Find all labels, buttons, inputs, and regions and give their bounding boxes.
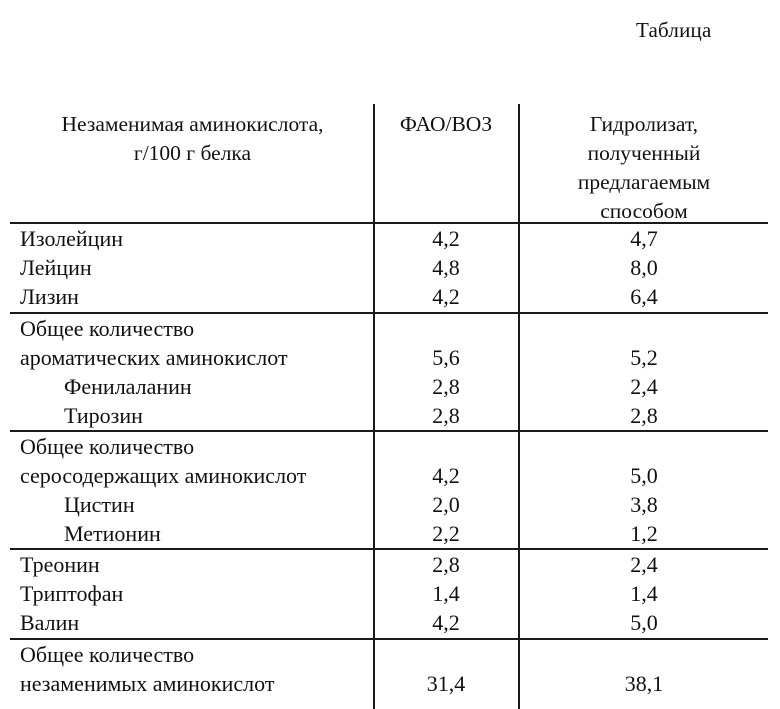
table-row xyxy=(0,253,780,282)
fao-who-value: 2,8 xyxy=(432,403,460,428)
amino-acid-name: Цистин xyxy=(64,492,135,517)
table-row xyxy=(0,519,780,548)
table-caption: Таблица xyxy=(636,18,712,42)
fao-who-value: 2,2 xyxy=(432,521,460,546)
amino-acid-name: Фенилаланин xyxy=(64,374,192,399)
table-row xyxy=(0,224,780,253)
table-row xyxy=(0,490,780,519)
hydrolysate-value: 5,0 xyxy=(630,610,658,635)
table-row xyxy=(0,669,780,698)
hydrolysate-value: 2,4 xyxy=(630,552,658,577)
hydrolysate-value: 38,1 xyxy=(624,671,664,696)
table-row xyxy=(0,432,780,461)
amino-acid-name: Триптофан xyxy=(20,581,124,606)
fao-who-value: 4,2 xyxy=(432,610,460,635)
table-row xyxy=(0,461,780,490)
hydrolysate-value: 1,2 xyxy=(630,521,658,546)
fao-who-value: 5,6 xyxy=(432,345,460,370)
table-row xyxy=(0,343,780,372)
fao-who-value: 2,8 xyxy=(432,552,460,577)
header-hydrolysate xyxy=(524,110,764,226)
table-row xyxy=(0,372,780,401)
table-row xyxy=(0,640,780,669)
table-row xyxy=(0,550,780,579)
amino-acid-name: Лейцин xyxy=(20,255,92,280)
fao-who-value: 4,2 xyxy=(432,226,460,251)
fao-who-value: 4,2 xyxy=(432,284,460,309)
fao-who-value: 2,8 xyxy=(432,374,460,399)
hydrolysate-value: 5,2 xyxy=(630,345,658,370)
fao-who-value: 31,4 xyxy=(426,671,466,696)
hydrolysate-value: 2,4 xyxy=(630,374,658,399)
hydrolysate-value: 4,7 xyxy=(630,226,658,251)
header-fao-who-line-1: ФАО/ВОЗ xyxy=(399,112,493,136)
amino-acid-name: Лизин xyxy=(20,284,79,309)
fao-who-value: 4,2 xyxy=(432,463,460,488)
table-row xyxy=(0,401,780,430)
header-hydrolysate-line-4: способом xyxy=(600,199,688,223)
table-row xyxy=(0,282,780,311)
fao-who-value: 1,4 xyxy=(432,581,460,606)
hydrolysate-value: 1,4 xyxy=(630,581,658,606)
amino-acid-name: Изолейцин xyxy=(20,226,123,251)
amino-acid-name: серосодержащих аминокислот xyxy=(20,463,307,488)
header-hydrolysate-line-2: полученный xyxy=(587,141,701,165)
amino-acid-name: Общее количество xyxy=(20,642,195,667)
amino-acid-name: Треонин xyxy=(20,552,100,577)
amino-acid-name: ароматических аминокислот xyxy=(20,345,288,370)
fao-who-value: 2,0 xyxy=(432,492,460,517)
header-fao-who xyxy=(378,110,514,139)
amino-acid-name: Метионин xyxy=(64,521,161,546)
hydrolysate-value: 2,8 xyxy=(630,403,658,428)
amino-acid-name: Тирозин xyxy=(64,403,143,428)
amino-acid-name: незаменимых аминокислот xyxy=(20,671,275,696)
hydrolysate-value: 3,8 xyxy=(630,492,658,517)
header-amino-acid-line-2: г/100 г белка xyxy=(133,141,252,165)
header-amino-acid-line-1: Незаменимая аминокислота, xyxy=(61,112,324,136)
header-amino-acid xyxy=(20,110,365,168)
hydrolysate-value: 6,4 xyxy=(630,284,658,309)
hydrolysate-value: 8,0 xyxy=(630,255,658,280)
amino-acid-name: Общее количество xyxy=(20,316,195,341)
hydrolysate-value: 5,0 xyxy=(630,463,658,488)
amino-acid-name: Валин xyxy=(20,610,80,635)
header-hydrolysate-line-3: предлагаемым xyxy=(577,170,711,194)
amino-acid-name: Общее количество xyxy=(20,434,195,459)
table-row xyxy=(0,608,780,637)
header-hydrolysate-line-1: Гидролизат, xyxy=(589,112,699,136)
table-row xyxy=(0,314,780,343)
table-row xyxy=(0,579,780,608)
fao-who-value: 4,8 xyxy=(432,255,460,280)
